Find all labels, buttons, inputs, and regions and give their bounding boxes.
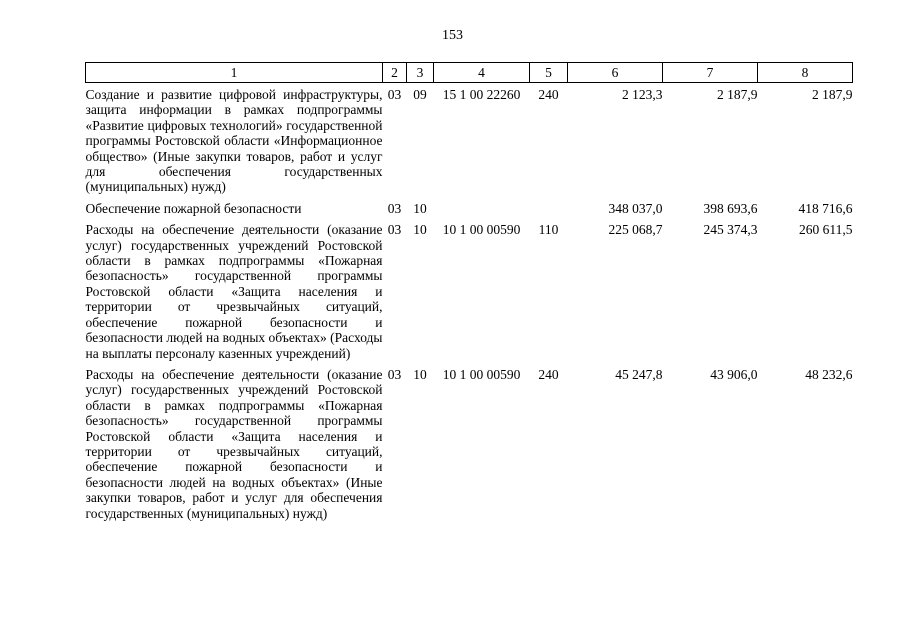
expense-type-code: 240 [538,366,559,382]
expense-type-code: 110 [538,222,559,238]
table-row [86,201,853,222]
column-header-5: 5 [530,63,568,83]
column-header-1: 1 [86,63,383,83]
expense-name: Создание и развитие цифровой инфраструктуры, защита информации в рамках подпрограммы «Развитие цифровых технологий» государственной программы Ростовской области «Информационное общество» (Иные закупки товаров, работ и услуг для обеспечения государственных (муниципальных) нужд) [85,87,383,195]
expense-type-code [530,201,568,222]
amount-year-3: 260 611,5 [799,222,853,238]
target-article-code: 10 1 00 00590 [442,366,521,382]
column-header-8: 8 [758,63,853,83]
column-header-7: 7 [663,63,758,83]
table-header-row [86,63,853,83]
table-row [86,222,853,367]
subsection-code: 10 [413,366,427,382]
page-number: 153 [442,28,463,43]
expense-type-code: 240 [538,87,559,102]
target-article-code: 10 1 00 00590 [442,222,521,238]
subsection-code: 10 [413,222,427,238]
target-article-code: 15 1 00 22260 [442,87,521,102]
amount-year-3: 48 232,6 [805,366,853,382]
expense-name: Обеспечение пожарной безопасности [85,200,302,216]
column-header-6: 6 [568,63,663,83]
section-code: 03 [387,87,402,102]
amount-year-2: 43 906,0 [710,366,758,382]
section-code: 03 [387,222,402,238]
expense-name: Расходы на обеспечение деятельности (оказание услуг) государственных учреждений Ростовской области в рамках подпрограммы «Пожарная безопасность» государственной программы Ростовской области «Защита населения и территории от чрезвычайных ситуаций, обеспечение пожарной безопасности и безопасности людей на водных объектах» (Иные закупки товаров, работ и услуг для обеспечения государственных (муниципальных) нужд) [85,366,383,521]
subsection-code: 09 [413,87,427,102]
amount-year-3: 2 187,9 [812,87,853,102]
budget-table [85,62,853,527]
amount-year-2: 2 187,9 [717,87,758,102]
amount-year-2: 245 374,3 [703,222,758,238]
table-row [86,83,853,201]
amount-year-1: 2 123,3 [622,87,663,102]
column-header-3: 3 [407,63,434,83]
column-header-4: 4 [434,63,530,83]
amount-year-1: 45 247,8 [615,366,663,382]
subsection-code: 10 [413,200,427,216]
column-header-2: 2 [383,63,407,83]
expense-name: Расходы на обеспечение деятельности (оказание услуг) государственных учреждений Ростовской области в рамках подпрограммы «Пожарная безопасность» государственной программы Ростовской области «Защита населения и территории от чрезвычайных ситуаций, обеспечение пожарной безопасности и безопасности людей на водных объектах» (Расходы на выплаты персоналу казенных учреждений) [85,222,383,361]
section-code: 03 [387,366,402,382]
section-code: 03 [387,200,402,216]
target-article-code [434,201,530,222]
amount-year-1: 348 037,0 [608,200,663,216]
amount-year-2: 398 693,6 [703,200,758,216]
table-row [86,367,853,527]
amount-year-3: 418 716,6 [798,200,853,216]
amount-year-1: 225 068,7 [608,222,663,238]
